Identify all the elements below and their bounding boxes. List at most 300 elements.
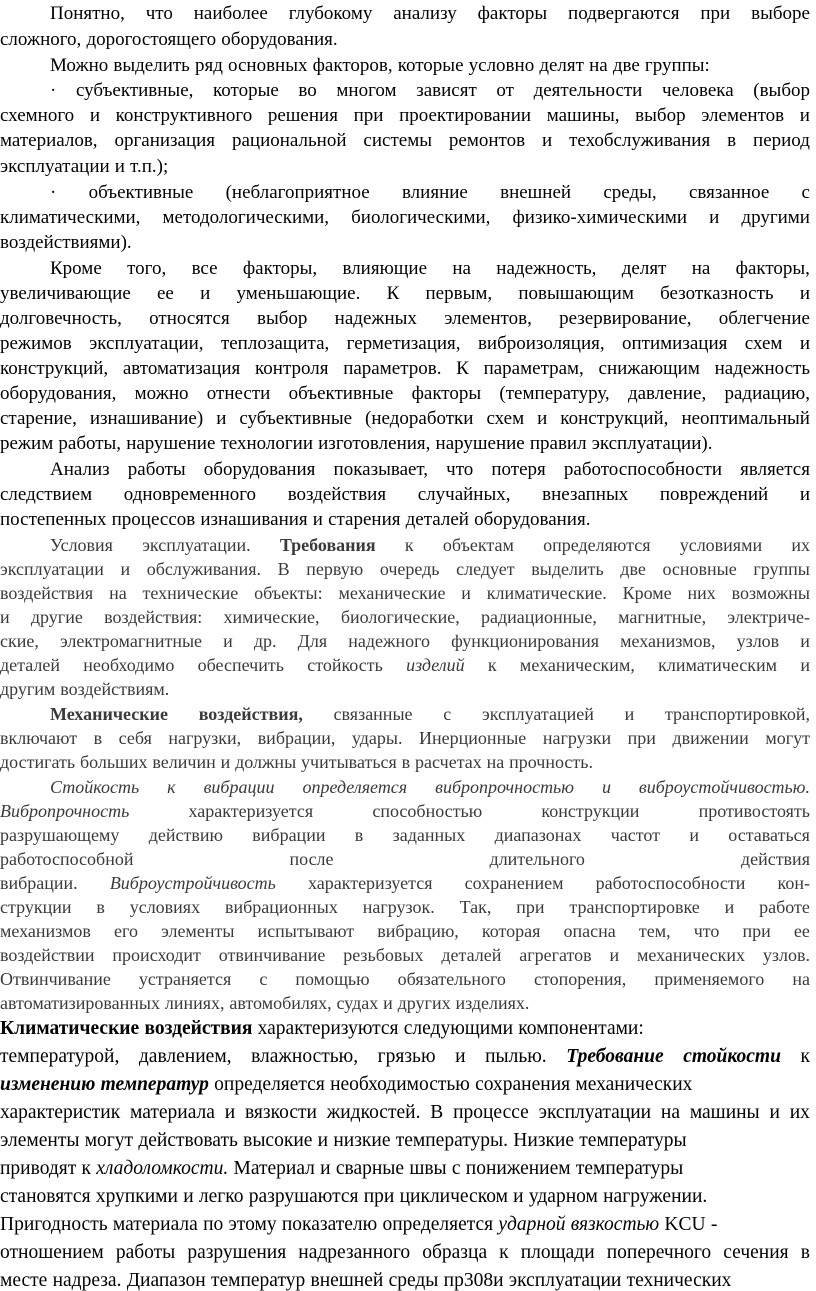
- word: на: [660, 1102, 681, 1123]
- word: разрушающему: [0, 825, 120, 845]
- word: больших: [79, 752, 148, 772]
- text-line: [0, 1103, 810, 1123]
- word: работе: [759, 897, 810, 917]
- text-line: [0, 510, 810, 529]
- word: работы: [127, 459, 186, 480]
- text-line: [0, 1159, 810, 1179]
- text-line: [0, 81, 810, 100]
- word: уменьшающие.: [236, 283, 361, 304]
- word: и: [800, 655, 810, 675]
- word: возможны: [731, 583, 810, 603]
- word: жидкостей.: [326, 1102, 421, 1123]
- word: старения: [328, 509, 401, 530]
- word: человека: [661, 80, 734, 101]
- word: применяемого: [654, 969, 765, 989]
- word: схем: [744, 333, 783, 354]
- text-line: [0, 4, 810, 23]
- word: величин: [152, 752, 216, 772]
- word: низкие: [333, 1130, 391, 1151]
- word: снижающим: [598, 358, 700, 379]
- word: транспортировкой,: [664, 704, 810, 724]
- word: воздействия: [144, 1018, 253, 1039]
- word: температуры: [575, 1158, 684, 1179]
- text-line: [0, 409, 810, 428]
- word: к: [800, 1046, 810, 1067]
- word: облегчение: [718, 308, 810, 329]
- word: схем: [486, 408, 525, 429]
- word: прочность.: [509, 752, 593, 772]
- word: и: [800, 631, 810, 651]
- word: первую: [306, 559, 364, 579]
- word: Анализ: [50, 459, 110, 480]
- word: Вибропрочность: [0, 801, 130, 821]
- word: ударном: [528, 1186, 598, 1207]
- word: элементов,: [444, 308, 532, 329]
- word: и: [461, 583, 471, 603]
- word: работоспособности: [563, 459, 723, 480]
- word: действию: [148, 825, 223, 845]
- word: вязкостью: [570, 1214, 660, 1235]
- word: на: [109, 583, 127, 603]
- word: является: [740, 459, 810, 480]
- text-line: [0, 584, 810, 602]
- word: необходимо: [83, 655, 175, 675]
- text-line: [0, 131, 810, 150]
- word: воздействиями).: [0, 232, 132, 253]
- word: швы: [409, 1158, 447, 1179]
- word: механизмов,: [620, 631, 716, 651]
- word: характеризуются: [257, 1018, 399, 1039]
- word: высокие: [243, 1130, 313, 1151]
- word: после: [289, 849, 334, 869]
- word: изготовления,: [318, 433, 431, 454]
- word: могут: [84, 1130, 134, 1151]
- word: разрушения: [187, 1242, 287, 1263]
- word: воздействиям.: [60, 679, 170, 699]
- text-line: [0, 826, 810, 844]
- word: эксплуатации: [508, 1270, 622, 1291]
- word: К: [386, 283, 400, 304]
- word: оборудования: [203, 459, 316, 480]
- word: температур: [210, 1270, 306, 1291]
- text-line: [0, 284, 810, 303]
- text-line: [0, 560, 810, 578]
- word: биологическими,: [351, 207, 491, 228]
- word: сечения: [723, 1242, 789, 1263]
- word: работы,: [58, 433, 122, 454]
- word: достигать: [0, 752, 76, 772]
- word: режим: [0, 433, 54, 454]
- word: поперечного: [606, 1242, 712, 1263]
- text-line: [0, 802, 810, 820]
- word: технические: [142, 583, 239, 603]
- word: и: [799, 484, 810, 505]
- word: климатические.: [486, 583, 607, 603]
- word: среды: [388, 1270, 439, 1291]
- word: воздействия,: [198, 704, 303, 724]
- word: могут: [765, 728, 810, 748]
- text-line: [0, 1131, 810, 1151]
- text-line: [0, 946, 810, 964]
- word: (неблагоприятное: [225, 182, 370, 203]
- word: эксплуатации: [0, 156, 110, 177]
- word: воздействия: [287, 484, 387, 505]
- word: потеря: [491, 459, 546, 480]
- word: диапазонах: [494, 825, 582, 845]
- word: их: [789, 1102, 810, 1123]
- word: ее: [793, 921, 810, 941]
- word: неоптимальный: [681, 408, 810, 429]
- word: проектировании: [399, 105, 532, 126]
- word: и: [541, 130, 553, 151]
- word: ·: [50, 182, 57, 203]
- word: при: [742, 921, 771, 941]
- word: наиболее: [193, 3, 268, 24]
- word: и: [216, 408, 227, 429]
- word: работы: [115, 1242, 176, 1263]
- word: хладоломкости.: [96, 1158, 229, 1179]
- text-line: [0, 56, 810, 75]
- word: показывает,: [333, 459, 429, 480]
- word: с: [443, 704, 452, 724]
- word: внешней: [310, 1270, 384, 1291]
- word: что: [693, 921, 720, 941]
- word: линиях,: [164, 993, 225, 1013]
- word: грязью: [377, 1046, 436, 1067]
- word: характеристик: [0, 1102, 121, 1123]
- word: оборудования.: [474, 509, 591, 530]
- word: заданных: [392, 825, 466, 845]
- word: и: [223, 631, 233, 651]
- word: температуры: [579, 1130, 687, 1151]
- word: транспортировке: [569, 897, 700, 917]
- word: устраняется: [138, 969, 232, 989]
- word: обеспечить: [197, 655, 284, 675]
- word: механическим,: [519, 655, 635, 675]
- word: биологические,: [340, 607, 460, 627]
- word: хрупкими: [95, 1186, 178, 1207]
- word: выделить: [113, 55, 190, 76]
- text-line: [0, 384, 810, 403]
- word: дорогостоящего: [86, 29, 217, 50]
- word: и: [689, 825, 699, 845]
- text-line: [0, 753, 810, 771]
- word: что: [446, 459, 474, 480]
- word: основные: [662, 559, 737, 579]
- word: электромагнитные: [59, 631, 203, 651]
- word: следует: [456, 559, 515, 579]
- word: во: [298, 80, 317, 101]
- word: и: [224, 1102, 236, 1123]
- word: сложного,: [0, 29, 82, 50]
- word: в: [354, 825, 364, 845]
- word: с: [451, 1158, 461, 1179]
- word: нагрузки: [542, 728, 612, 748]
- word: на: [691, 258, 711, 279]
- word: отвинчивание: [218, 945, 326, 965]
- text-line: [0, 1187, 810, 1207]
- word: Стойкость: [50, 777, 140, 797]
- word: -: [710, 1214, 718, 1235]
- text-line: [0, 898, 810, 916]
- word: ее: [157, 283, 174, 304]
- word: струкции: [0, 897, 72, 917]
- word: надреза.: [52, 1270, 122, 1291]
- word: автомобилях,: [229, 993, 332, 1013]
- word: вибрационных: [224, 897, 338, 917]
- word: пылью.: [485, 1046, 547, 1067]
- word: и: [383, 993, 393, 1013]
- word: группы:: [644, 55, 710, 76]
- word: понижением: [465, 1158, 571, 1179]
- word: и: [183, 1186, 194, 1207]
- word: деталей: [441, 945, 502, 965]
- word: одновременного: [123, 484, 257, 505]
- word: (выбор: [753, 80, 810, 101]
- text-line: [0, 1215, 810, 1235]
- word: схемного: [0, 105, 75, 126]
- word: рациональной: [231, 130, 347, 151]
- word: обязательного: [397, 969, 506, 989]
- word: электриче-: [727, 607, 810, 627]
- word: факторов,: [312, 55, 393, 76]
- word: отношением: [0, 1242, 104, 1263]
- word: период: [753, 130, 810, 151]
- word: температур: [100, 1074, 209, 1095]
- word: при: [700, 3, 731, 24]
- text-line: [0, 680, 810, 698]
- word: и: [769, 1102, 780, 1123]
- word: становятся: [0, 1186, 91, 1207]
- word: способностью: [372, 801, 483, 821]
- text-line: [0, 208, 810, 227]
- word: узлов.: [762, 945, 810, 965]
- word: Климатические: [0, 1018, 140, 1039]
- word: включают: [0, 728, 78, 748]
- word: надежность,: [496, 258, 597, 279]
- word: должны: [235, 752, 297, 772]
- word: герметизация,: [346, 333, 461, 354]
- word: старение,: [0, 408, 77, 429]
- word: агрегатов: [519, 945, 592, 965]
- word: две: [620, 559, 646, 579]
- word: подвергаются: [568, 3, 680, 24]
- word: тем,: [638, 921, 671, 941]
- word: с: [259, 969, 268, 989]
- word: на: [452, 258, 471, 279]
- text-line: [0, 729, 810, 747]
- word: других: [397, 993, 451, 1013]
- word: и: [220, 752, 231, 772]
- word: Низкие: [513, 1130, 575, 1151]
- word: деталей: [405, 509, 469, 530]
- word: элементы: [161, 921, 235, 941]
- word: основных: [228, 55, 308, 76]
- word: резьбовых: [343, 945, 424, 965]
- word: методологическими,: [162, 207, 330, 228]
- text-line: [0, 183, 810, 202]
- word: сварные: [335, 1158, 405, 1179]
- word: стойкость: [307, 655, 383, 675]
- word: делят: [539, 55, 584, 76]
- word: выбор: [257, 308, 308, 329]
- word: сохранением: [464, 873, 564, 893]
- word: параметров.: [343, 358, 442, 379]
- word: объективные: [88, 182, 194, 203]
- word: в: [401, 752, 411, 772]
- word: механизмов: [0, 921, 91, 941]
- word: объектам: [442, 535, 514, 555]
- word: оптимизация: [622, 333, 728, 354]
- word: объективные: [288, 383, 394, 404]
- text-line: [0, 106, 810, 125]
- word: (недоработки: [365, 408, 474, 429]
- word: и: [114, 156, 125, 177]
- word: виброустойчивостью.: [638, 777, 810, 797]
- word: связанные: [333, 704, 413, 724]
- word: их: [791, 535, 810, 555]
- word: вибрацию,: [377, 921, 459, 941]
- word: при: [627, 728, 656, 748]
- word: решения: [267, 105, 338, 126]
- word: материала: [112, 1214, 198, 1235]
- word: первым,: [425, 283, 493, 304]
- word: и: [724, 897, 735, 917]
- word: и: [799, 283, 810, 304]
- word: виброизоляция,: [477, 333, 605, 354]
- word: долговечность,: [0, 308, 122, 329]
- text-line: [0, 632, 810, 650]
- word: случайных,: [417, 484, 511, 505]
- word: воздействии: [0, 945, 95, 965]
- word: выделить: [531, 559, 604, 579]
- word: радиационные,: [480, 607, 597, 627]
- text-line: [0, 233, 810, 252]
- word: них: [687, 583, 716, 603]
- word: к: [404, 535, 414, 555]
- word: и: [0, 607, 10, 627]
- word: постепенных: [0, 509, 107, 530]
- word: KCU: [664, 1214, 706, 1235]
- word: относятся: [149, 308, 230, 329]
- word: безотказность: [660, 283, 774, 304]
- word: автоматизация: [122, 358, 241, 379]
- text-line: [0, 334, 810, 353]
- word: субъективные: [239, 408, 353, 429]
- word: вибрации: [203, 777, 275, 797]
- word: нагружении.: [603, 1186, 708, 1207]
- word: эксплуатацией: [481, 704, 594, 724]
- word: Понятно,: [50, 3, 125, 24]
- word: вибрации,: [257, 728, 336, 748]
- word: стойкости: [683, 1046, 781, 1067]
- word: длительного: [489, 849, 585, 869]
- word: судах: [336, 993, 379, 1013]
- text-line: [0, 922, 810, 940]
- word: изнашивания: [200, 509, 308, 530]
- word: условно: [468, 55, 535, 76]
- word: оборудования.: [221, 29, 338, 50]
- word: Кроме: [50, 258, 102, 279]
- text-line: [0, 1075, 810, 1095]
- word: и: [537, 408, 548, 429]
- word: себя: [118, 728, 152, 748]
- word: к: [487, 655, 497, 675]
- word: действия: [740, 849, 810, 869]
- word: надежность: [714, 358, 810, 379]
- text-line: [0, 1019, 810, 1039]
- word: конструкций,: [0, 358, 109, 379]
- word: и: [624, 704, 635, 724]
- word: (температуру,: [499, 383, 610, 404]
- word: которые: [213, 80, 279, 101]
- word: к: [81, 1158, 92, 1179]
- word: температурой,: [0, 1046, 120, 1067]
- word: теплозащита,: [220, 333, 330, 354]
- word: материала: [130, 1102, 215, 1123]
- word: Отвинчивание: [0, 969, 111, 989]
- word: эксплуатации).: [591, 433, 713, 454]
- word: Можно: [50, 55, 109, 76]
- word: воздействия:: [104, 607, 203, 627]
- word: влияющие: [342, 258, 428, 279]
- word: внешней: [500, 182, 572, 203]
- word: температуры.: [395, 1130, 508, 1151]
- word: эксплуатации.: [142, 535, 251, 555]
- word: этому: [228, 1214, 277, 1235]
- word: конструкций,: [560, 408, 669, 429]
- word: в: [727, 130, 737, 151]
- word: действовать: [138, 1130, 238, 1151]
- word: повышающим: [518, 283, 634, 304]
- word: и: [320, 1158, 331, 1179]
- word: оборудования,: [0, 383, 117, 404]
- word: нагрузок.: [362, 897, 435, 917]
- word: надежных: [334, 308, 417, 329]
- word: и: [312, 509, 323, 530]
- text-line: [0, 485, 810, 504]
- word: испытывают: [257, 921, 355, 941]
- word: работоспособной: [0, 849, 134, 869]
- word: надежного: [348, 631, 431, 651]
- word: механических: [575, 1074, 693, 1095]
- word: в: [800, 1242, 810, 1263]
- word: условиях: [129, 897, 201, 917]
- word: автоматизированных: [0, 993, 160, 1013]
- word: факторы: [411, 383, 482, 404]
- word: показателю: [281, 1214, 378, 1235]
- word: факторы,: [735, 258, 810, 279]
- word: выбор: [635, 105, 686, 126]
- word: повреждений: [659, 484, 769, 505]
- word: и: [609, 945, 620, 965]
- text-line: [0, 970, 810, 988]
- word: В: [277, 559, 290, 579]
- word: к: [499, 1242, 509, 1263]
- word: и: [513, 1186, 524, 1207]
- word: Требование: [566, 1046, 664, 1067]
- word: которая: [481, 921, 541, 941]
- word: отнести: [206, 383, 271, 404]
- word: давлением,: [138, 1046, 232, 1067]
- word: делят: [621, 258, 667, 279]
- text-line: [0, 850, 810, 868]
- word: и: [317, 1130, 329, 1151]
- word: конструктивного: [115, 105, 253, 126]
- word: частот: [610, 825, 660, 845]
- word: определяется: [382, 1214, 494, 1235]
- word: эксплуатации: [0, 559, 104, 579]
